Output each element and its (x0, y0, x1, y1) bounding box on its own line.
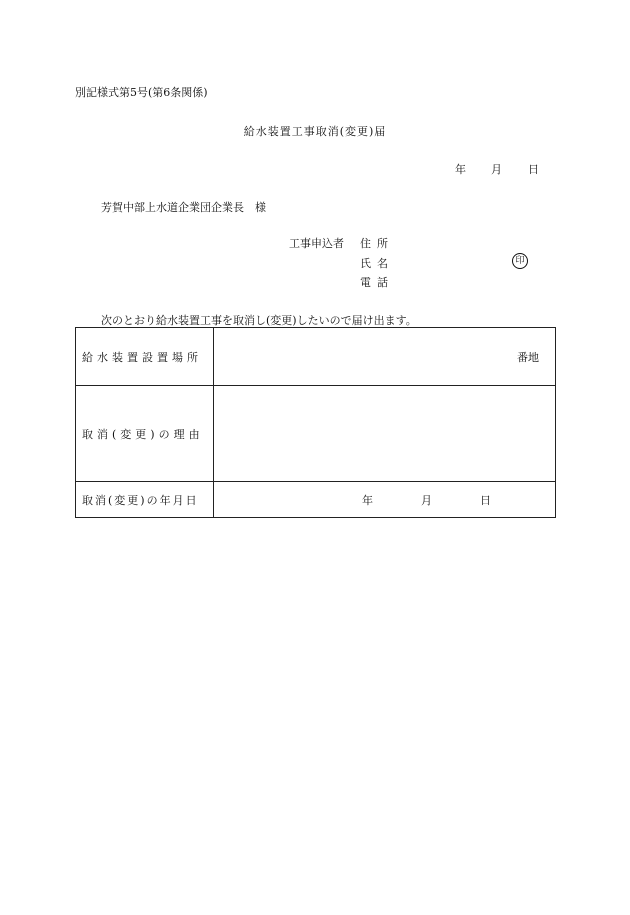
change-date-month-label: 月 (421, 493, 432, 507)
reason-field[interactable] (214, 386, 556, 482)
intro-text: 次のとおり給水装置工事を取消し(変更)したいので届け出ます。 (101, 314, 417, 327)
date-year-label: 年 (455, 163, 466, 176)
date-month-label: 月 (491, 163, 502, 176)
table-row-reason (76, 386, 556, 482)
name-label: 氏名 (360, 257, 394, 270)
applicant-label: 工事申込者 (289, 237, 344, 250)
addressee: 芳賀中部上水道企業団企業長 様 (101, 201, 266, 214)
location-label: 給水装置設置場所 (76, 328, 214, 386)
change-date-label: 取消(変更)の年月日 (76, 482, 214, 518)
location-suffix: 番地 (517, 350, 539, 364)
reason-label: 取消(変更)の理由 (76, 386, 214, 482)
seal-icon: 印 (512, 253, 528, 269)
phone-label: 電話 (360, 276, 394, 289)
change-date-day-label: 日 (480, 493, 491, 507)
form-reference: 別記様式第5号(第6条関係) (75, 86, 208, 99)
table-row-date (76, 482, 556, 518)
change-date-year-label: 年 (362, 493, 373, 507)
form-table (75, 327, 556, 518)
table-row-location (76, 328, 556, 386)
address-label: 住所 (360, 237, 394, 250)
location-field[interactable] (214, 328, 556, 386)
date-day-label: 日 (528, 163, 539, 176)
document-title: 給水装置工事取消(変更)届 (243, 125, 387, 138)
change-date-field[interactable] (214, 482, 556, 518)
